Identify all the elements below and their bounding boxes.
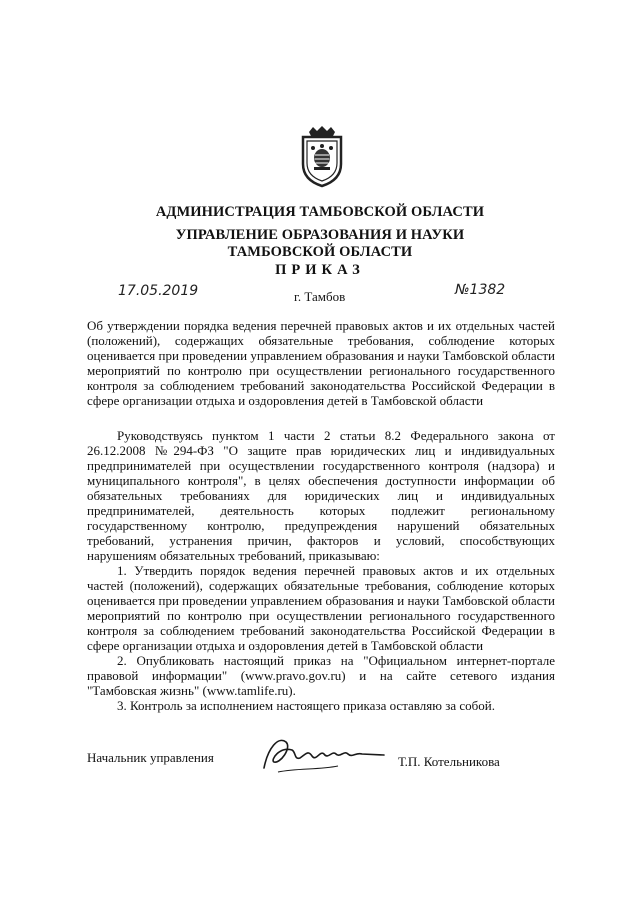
document-type: ПРИКАЗ	[275, 262, 365, 278]
document-body	[87, 428, 555, 713]
org-name: АДМИНИСТРАЦИЯ ТАМБОВСКОЙ ОБЛАСТИ	[155, 204, 485, 220]
body-item-3: 3. Контроль за исполнением настоящего приказа оставляю за собой.	[117, 698, 495, 713]
body-intro: Руководствуясь пунктом 1 части 2 статьи 8.2 Федерального закона от 26.12.2008 №294-ФЗ "О защите прав юридических лиц и индивидуальных предпринимателей при осуществлении государственного контроля (надзора) и муниципального контроля", в целях обеспечения доступности информации об обязательных требованиях для юридических лиц и индивидуальных предпринимателей, деятельность которых подлежит региональному государственному контролю, предупреждения нарушений обязательных требований, устранения причин, факторов и условий, способствующих нарушениям обязательных требований, приказываю:	[87, 428, 555, 563]
document-number: №1382	[455, 282, 506, 298]
signatory-name: Т.П. Котельникова	[398, 754, 500, 769]
coat-of-arms-icon	[296, 126, 348, 188]
department-line-1: УПРАВЛЕНИЕ ОБРАЗОВАНИЯ И НАУКИ	[175, 227, 465, 243]
document-city: г. Тамбов	[294, 289, 346, 304]
department-line-2: ТАМБОВСКОЙ ОБЛАСТИ	[227, 244, 413, 260]
body-item-1: 1. Утвердить порядок ведения перечней правовых актов и их отдельных частей (положений), содержащих обязательные требования, соблюдение которых оценивается при проведении управлением образования и науки Тамбовской области мероприятий по контролю при осуществлении регионального государственного контроля за соблюдением требований законодательства Российской Федерации в сфере организации отдыха и оздоровления детей в Тамбовской области	[87, 563, 555, 653]
document-date: 17.05.2019	[118, 283, 199, 299]
handwritten-signature-icon	[258, 728, 388, 778]
body-item-2: 2. Опубликовать настоящий приказ на "Официальном интернет-портале правовой информации" (www.pravo.gov.ru) и на сайте сетевого издания "Тамбовская жизнь" (www.tamlife.ru).	[87, 653, 555, 698]
signatory-position: Начальник управления	[87, 750, 214, 765]
document-title: Об утверждении порядка ведения перечней правовых актов и их отдельных частей (положений), содержащих обязательные требования, соблюдение которых оценивается при проведении управлением образования и науки Тамбовской области мероприятий по контролю при осуществлении регионального государственного контроля за соблюдением требований законодательства Российской Федерации в сфере организации отдыха и оздоровления детей в Тамбовской области	[87, 318, 555, 408]
